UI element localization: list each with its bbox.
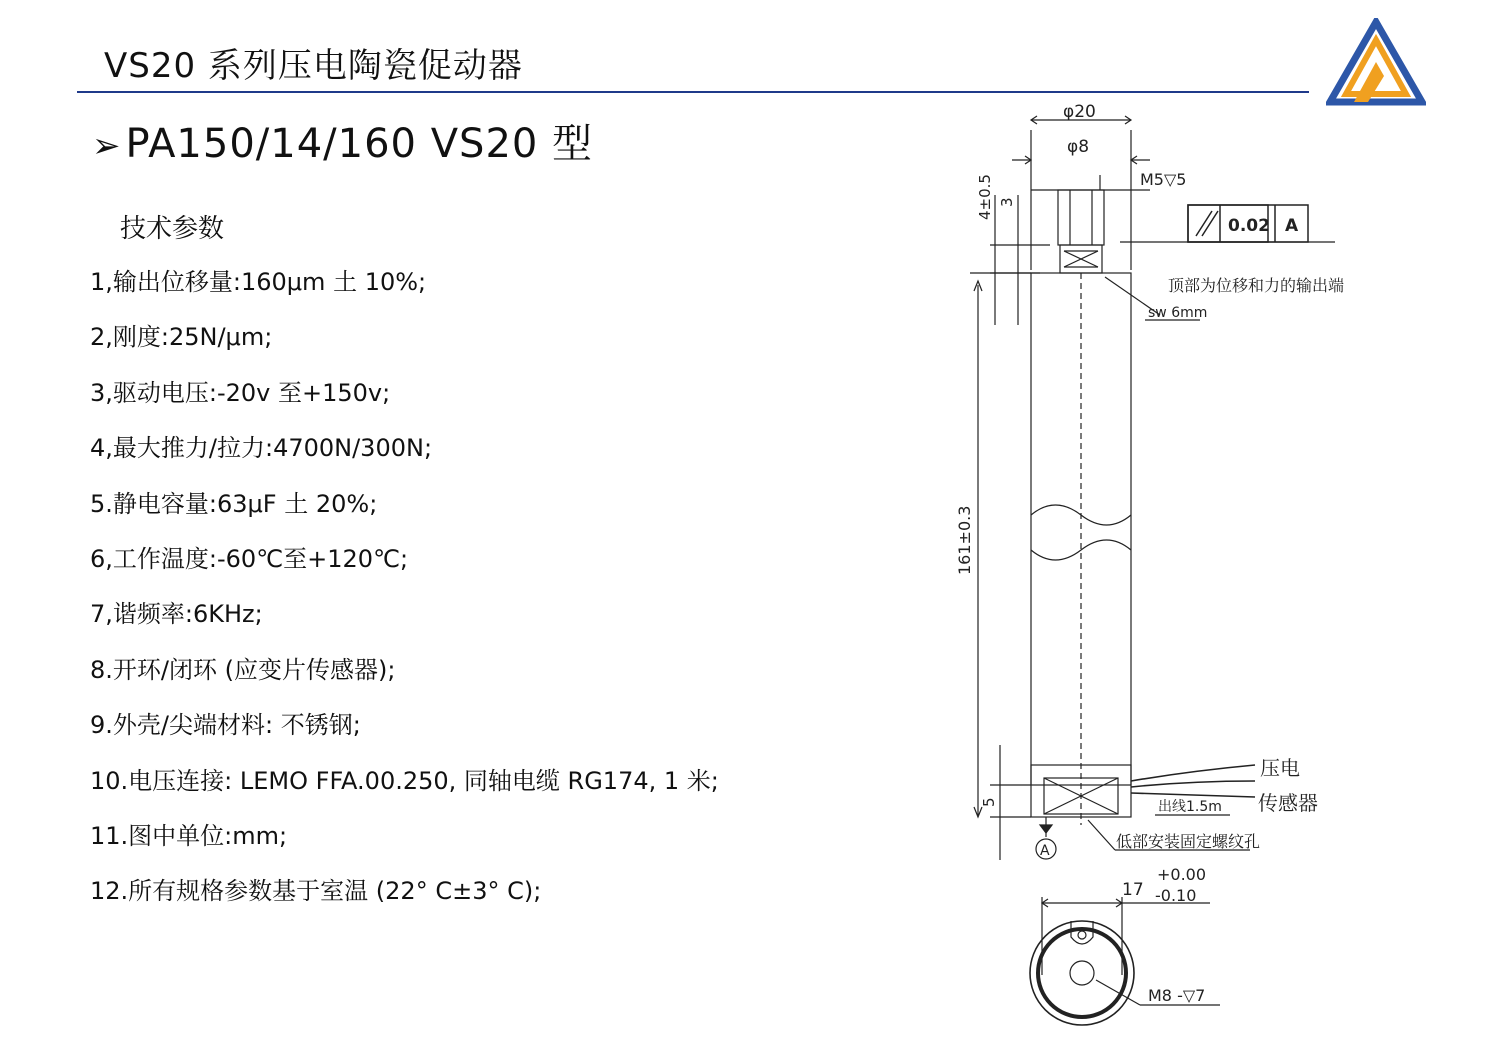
tolerance-value: 0.02 bbox=[1228, 216, 1270, 236]
thread-bottom-label: M8 -▽7 bbox=[1148, 986, 1206, 1005]
arrow-bullet-icon: ➢ bbox=[92, 126, 122, 166]
dim-length: 161±0.3 bbox=[955, 505, 974, 575]
spec-item: 12.所有规格参数基于室温 (22° C±3° C); bbox=[90, 877, 542, 906]
dim-17: 17 bbox=[1122, 880, 1144, 900]
model-title bbox=[92, 112, 593, 169]
spec-list bbox=[90, 264, 719, 929]
label-sensor: 传感器 bbox=[1258, 791, 1318, 815]
dim-phi8: φ8 bbox=[1067, 137, 1090, 157]
tol-minus: -0.10 bbox=[1155, 886, 1197, 905]
spec-item: 3,驱动电压:-20v 至+150v; bbox=[90, 378, 391, 407]
spec-item: 2,刚度:25N/μm; bbox=[90, 323, 273, 352]
datum-marker: A bbox=[1040, 843, 1050, 859]
spec-item: 5.静电容量:63μF 土 20%; bbox=[90, 489, 378, 518]
spec-item: 6,工作温度:-60℃至+120℃; bbox=[90, 544, 409, 573]
triangle-logo-icon bbox=[1326, 18, 1426, 106]
tol-plus: +0.00 bbox=[1157, 865, 1207, 884]
spec-item: 4,最大推力/拉力:4700N/300N; bbox=[90, 434, 433, 463]
label-piezo: 压电 bbox=[1260, 756, 1300, 780]
spec-item: 8.开环/闭环 (应变片传感器); bbox=[90, 655, 396, 684]
model-title-text: PA150/14/160 VS20 型 bbox=[125, 121, 594, 167]
note-bottom-mount: 低部安装固定螺纹孔 bbox=[1116, 832, 1261, 851]
dim-3: 3 bbox=[998, 197, 1016, 207]
note-top-output: 顶部为位移和力的输出端 bbox=[1168, 276, 1345, 295]
note-sw: sw 6mm bbox=[1148, 305, 1208, 321]
spec-item: 9.外壳/尖端材料: 不锈钢; bbox=[90, 711, 361, 740]
spec-item: 1,输出位移量:160μm 土 10%; bbox=[90, 268, 427, 296]
tolerance-datum: A bbox=[1285, 216, 1299, 236]
spec-item: 7,谐频率:6KHz; bbox=[90, 600, 263, 629]
technical-drawing bbox=[930, 95, 1350, 1035]
dim-5: 5 bbox=[980, 797, 998, 807]
spec-heading: 技术参数 bbox=[120, 214, 225, 244]
dim-phi20: φ20 bbox=[1063, 102, 1096, 122]
header-divider bbox=[77, 91, 1309, 93]
dim-4: 4±0.5 bbox=[976, 174, 994, 220]
cable-length: 出线1.5m bbox=[1158, 799, 1222, 815]
spec-item: 11.图中单位:mm; bbox=[90, 821, 288, 850]
page-title: VS20 系列压电陶瓷促动器 bbox=[104, 46, 523, 86]
spec-item: 10.电压连接: LEMO FFA.00.250, 同轴电缆 RG174, 1 米; bbox=[90, 766, 719, 795]
thread-top-label: M5▽5 bbox=[1140, 170, 1187, 189]
